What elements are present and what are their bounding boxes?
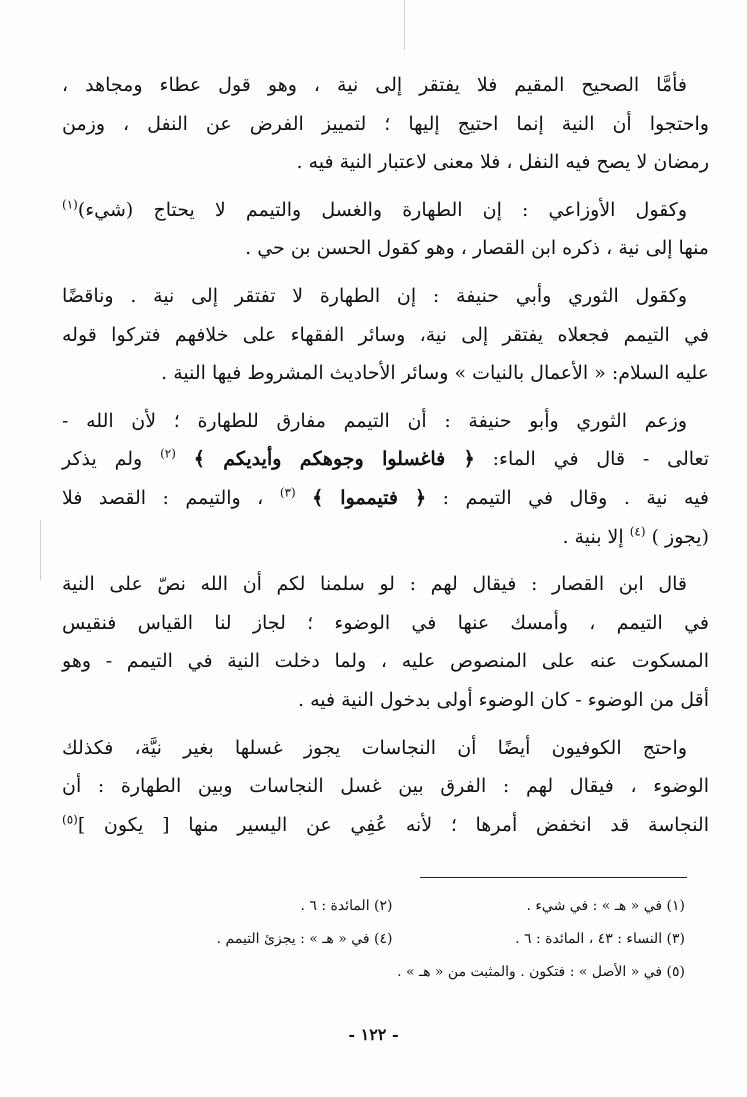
text-line: رمضان لا يصح فيه النفل ، فلا معنى لاعتبار النية فيه . [296, 151, 709, 174]
text-line [62, 518, 709, 557]
quran-quote: ﴿ فاغسلوا وجوهكم وأيديكم ﴾ [193, 448, 475, 471]
footnote-1: (١) في « هـ » : في شيء . [526, 898, 685, 914]
text-line: منها إلى نية ، ذكره ابن القصار ، وهو كقول الحسن بن حي . [245, 237, 709, 260]
footnote-row [100, 923, 685, 956]
footnote-ref: (٣) [279, 485, 296, 500]
footnote-separator [420, 877, 687, 878]
footnote-5: (٥) في « الأصل » : فتكون . والمثبت من « هـ » . [397, 964, 685, 980]
text-line: واحتجوا أن النية إنما احتيج إليها ؛ لتمييز الفرض عن النفل ، وزمن [62, 112, 709, 135]
text-segment: وكقول الأوزاعي : إن الطهارة والغسل والتيمم لا يحتاج (شيء) [77, 198, 687, 221]
footnote-3: (٣) النساء : ٤٣ ، المائدة : ٦ . [515, 931, 685, 947]
text-line: وكقول الثوري وأبي حنيفة : إن الطهارة لا تفتقر إلى نية . وناقضًا [62, 284, 687, 307]
text-line: واحتج الكوفيون أيضًا أن النجاسات يجوز غسلها بغير نيَّة، فكذلك [62, 736, 687, 759]
text-line [62, 806, 709, 845]
paragraph-2 [62, 191, 709, 268]
text-line: فأمَّا الصحيح المقيم فلا يفتقر إلى نية ، وهو قول عطاء ومجاهد ، [62, 74, 687, 96]
footnote-ref: (١) [62, 197, 78, 212]
footnote-2: (٢) المائدة : ٦ . [300, 898, 393, 914]
paragraph-1 [62, 66, 709, 182]
text-line: أقل من الوضوء - كان الوضوء أولى بدخول النية فيه . [298, 688, 709, 711]
text-line [62, 191, 709, 230]
text-segment: النجاسة قد انخفض أمرها ؛ لأنه عُفِي عن اليسير منها [ يكون ] [77, 813, 709, 836]
footnote-row [100, 890, 685, 923]
footnotes [100, 890, 685, 989]
text-line: في التيمم ، وأمسك عنها في الوضوء ؛ لجاز لنا القياس فنقيس [62, 611, 709, 634]
text-line: الوضوء ، فيقال لهم : الفرق بين غسل النجاسات وبين الطهارة : أن [62, 775, 709, 798]
paragraph-6 [62, 729, 709, 845]
footnote-ref: (٤) [629, 524, 646, 539]
text-line: عليه السلام: « الأعمال بالنيات » وسائر الأحاديث المشروط فيها النية . [161, 362, 709, 385]
text-segment: ولم يذكر [62, 448, 143, 471]
text-line: في التيمم فجعلاه يفتقر إلى نية، وسائر الفقهاء على خلافهم فتركوا قوله [62, 323, 709, 346]
paragraph-3 [62, 277, 709, 393]
text-segment: إلا بنية . [562, 525, 624, 548]
page-number: - ١٢٢ - [348, 1025, 399, 1044]
text-segment: تعالى - قال في الماء: [492, 448, 709, 471]
scan-artifact-line [40, 520, 41, 580]
text-line [62, 479, 709, 518]
main-text [62, 66, 709, 853]
text-segment: فيه نية . وقال في التيمم : [442, 486, 710, 509]
footnote-row [100, 956, 685, 989]
text-line: وزعم الثوري وأبو حنيفة : أن التيمم مفارق للطهارة ؛ لأن الله - [62, 409, 687, 432]
footnote-4: (٤) في « هـ » : يجزئ التيمم . [216, 931, 393, 947]
text-line [62, 440, 709, 479]
paragraph-5 [62, 565, 709, 719]
paragraph-4 [62, 402, 709, 556]
text-line: المسكوت عنه على المنصوص عليه ، ولما دخلت النية في التيمم - وهو [62, 650, 709, 673]
quran-quote: ﴿ فتيمموا ﴾ [312, 486, 427, 509]
text-segment: (يجوز ) [651, 525, 709, 548]
text-segment: ، والتيمم : القصد فلا [62, 486, 264, 509]
footnote-ref: (٥) [62, 812, 78, 827]
scan-artifact-line [404, 0, 405, 50]
footnote-ref: (٢) [160, 447, 176, 462]
text-line: قال ابن القصار : فيقال لهم : لو سلمنا لكم أن الله نصّ على النية [62, 573, 687, 596]
